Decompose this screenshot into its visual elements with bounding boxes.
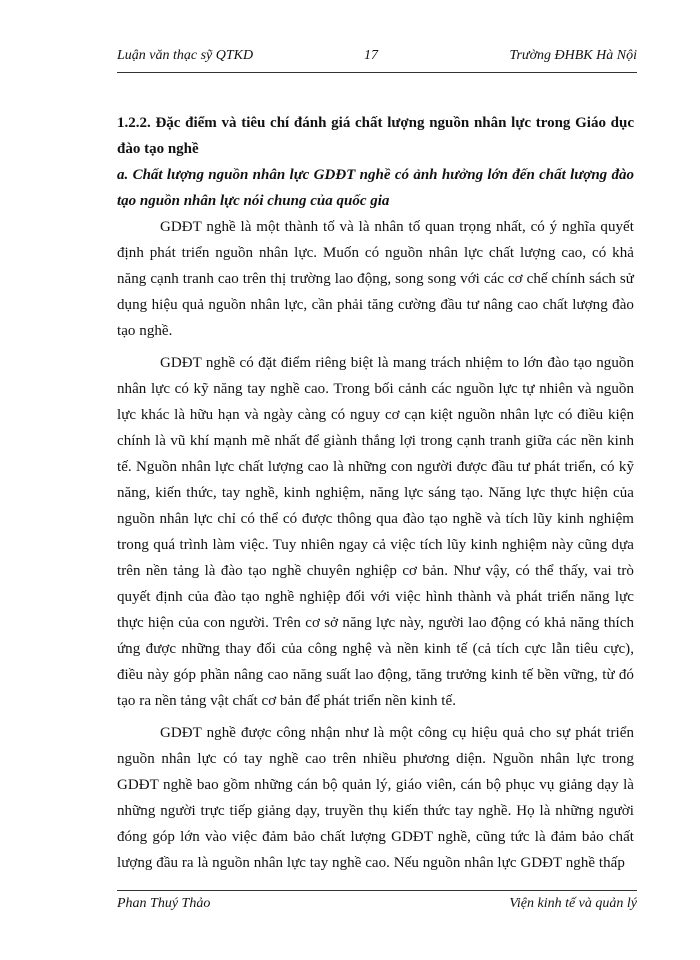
body-paragraph: GDĐT nghề được công nhận như là một công cụ hiệu quả cho sự phát triển nguồn nhân lực có tay nghề cao trên nhiều phương diện. Nguồn nhân lực trong GDĐT nghề bao gồm những cán bộ quản lý, giáo viên, cán bộ phục vụ giảng dạy là những người trực tiếp giảng dạy, truyền thụ kiến thức tay nghề. Họ là những người đóng góp lớn vào việc đảm bảo chất lượng GDĐT nghề, cũng tức là đảm bảo chất lượng đầu ra là nguồn nhân lực tay nghề cao. Nếu nguồn nhân lực GDĐT nghề thấp	[117, 725, 634, 871]
subsection-heading: a. Chất lượng nguồn nhân lực GDĐT nghề có ảnh hưởng lớn đến chất lượng đào tạo nguồn nhân lực nói chung của quốc gia	[117, 167, 634, 209]
footer-author: Phan Thuý Thảo	[117, 896, 211, 911]
header-thesis-title: Luận văn thạc sỹ QTKD	[117, 48, 254, 63]
page-header	[117, 48, 637, 70]
footer-divider	[117, 890, 637, 891]
footer-institute: Viện kinh tế và quản lý	[509, 896, 637, 911]
body-paragraph: GDĐT nghề là một thành tố và là nhân tố quan trọng nhất, có ý nghĩa quyết định phát triển nguồn nhân lực. Muốn có nguồn nhân lực chất lượng cao, có khả năng cạnh tranh cao trên thị trường lao động, song song với các cơ chế chính sách sử dụng hiệu quả nguồn nhân lực, cần phải tăng cường đầu tư nâng cao chất lượng đào tạo nghề.	[117, 219, 634, 339]
header-university: Trường ĐHBK Hà Nội	[509, 48, 637, 63]
page-footer	[117, 896, 637, 918]
page-number: 17	[364, 48, 378, 63]
header-divider	[117, 72, 637, 73]
body-paragraph: GDĐT nghề có đặt điểm riêng biệt là mang trách nhiệm to lớn đào tạo nguồn nhân lực có kỹ năng tay nghề cao. Trong bối cảnh các nguồn lực tự nhiên và nguồn lực khác là hữu hạn và ngày càng có nguy cơ cạn kiệt nguồn nhân lực có điều kiện chính là vũ khí mạnh mẽ nhất để giành thắng lợi trong cạnh tranh giữa các nền kinh tế. Nguồn nhân lực chất lượng cao là những con người được đầu tư phát triển, có kỹ năng, kiến thức, tay nghề, kinh nghiệm, năng lực sáng tạo. Năng lực thực hiện của nguồn nhân lực chỉ có thể có được thông qua đào tạo nghề và tích lũy kinh nghiệm trong quá trình làm việc. Tuy nhiên ngay cả việc tích lũy kinh nghiệm này cũng dựa trên nền tảng là đào tạo nghề chuyên nghiệp cơ bản. Như vậy, có thể thấy, vai trò quyết định của đào tạo nghề nghiệp đối với việc hình thành và phát triển năng lực thực hiện của con người. Trên cơ sở năng lực này, người lao động có khả năng thích ứng được những thay đổi của công nghệ và nền kinh tế (cả tích cực lẫn tiêu cực), điều này góp phần nâng cao năng suất lao động, tăng trưởng kinh tế bền vững, từ đó tạo ra nền tảng vật chất cơ bản để phát triển nền kinh tế.	[117, 355, 634, 709]
section-heading: 1.2.2. Đặc điểm và tiêu chí đánh giá chất lượng nguồn nhân lực trong Giáo dục đào tạo nghề	[117, 115, 634, 157]
page-body	[117, 110, 634, 876]
